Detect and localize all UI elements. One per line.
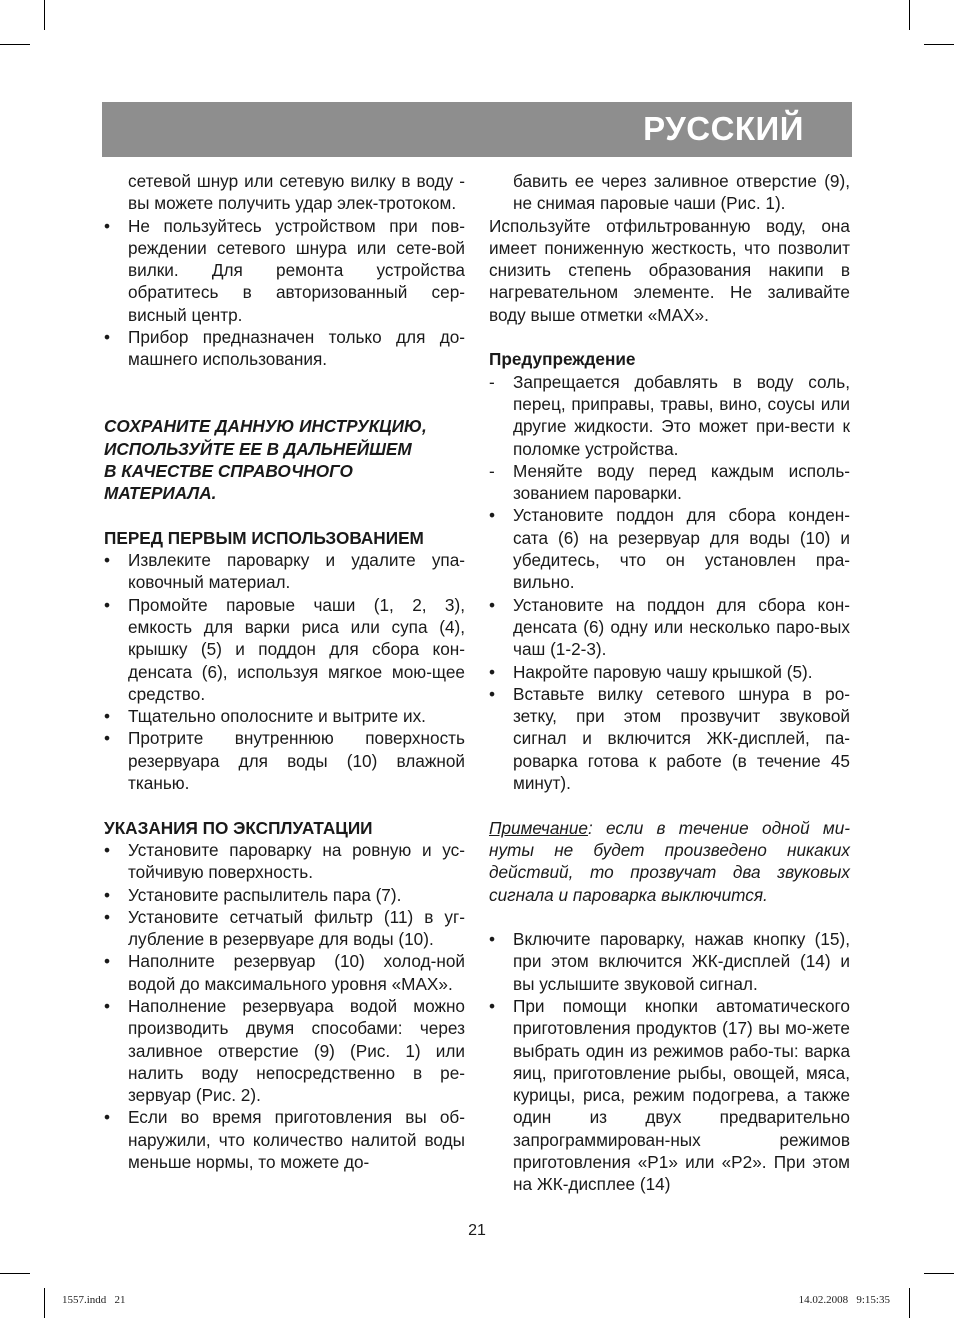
list-item: - Запрещается добавлять в воду соль, перец, приправы, травы, вино, соусы или другие жидкости. Это может при-вести к поломке устройства. bbox=[489, 371, 850, 459]
notice-line: СОХРАНИТЕ ДАННУЮ ИНСТРУКЦИЮ, bbox=[104, 416, 427, 437]
warning-heading: Предупреждение bbox=[489, 349, 636, 370]
section-heading: ПЕРЕД ПЕРВЫМ ИСПОЛЬЗОВАНИЕМ bbox=[104, 527, 424, 548]
notice-line: ИСПОЛЬЗУЙТЕ ЕЕ В ДАЛЬНЕЙШЕМ bbox=[104, 438, 412, 459]
crop-mark bbox=[909, 0, 910, 30]
list-item: • Установите на поддон для сбора кон-денсата (6) одну или несколько паро-вых чаш (1-2-3). bbox=[489, 594, 850, 660]
notice-line: МАТЕРИАЛА. bbox=[104, 483, 217, 504]
crop-mark bbox=[0, 1273, 30, 1274]
header-title: РУССКИЙ bbox=[643, 110, 804, 147]
continued-text: бавить ее через заливное отверстие (9), не снимая паровые чаши (Рис. 1). bbox=[513, 171, 850, 214]
right-column bbox=[489, 170, 850, 1196]
language-header bbox=[102, 102, 852, 157]
list-item: • Включите пароварку, нажав кнопку (15), при этом включится ЖК-дисплей (14) и вы услышите звуковой сигнал. bbox=[489, 929, 850, 994]
list-item: • При помощи кнопки автоматического приготовления продуктов (17) вы мо-жете выбрать один из режимов рабо-ты: варка яиц, приготовление рыбы, овощей, мяса, курицы, риса, режим подогрева, а также один из двух предварительно запрограммирован-ных режимов приготовления «P1» или «P2». При этом на ЖК-дисплее (14) bbox=[489, 995, 850, 1195]
notice-line: В КАЧЕСТВЕ СПРАВОЧНОГО bbox=[104, 460, 353, 481]
list-item: • Установите поддон для сбора конден-сата (6) на резервуар для воды (10) и убедитесь, что он установлен пра-вильно. bbox=[489, 505, 850, 593]
list-item: • Установите сетчатый фильтр (11) в уг-лубление в резервуаре для воды (10). bbox=[104, 906, 465, 950]
crop-mark bbox=[909, 1288, 910, 1318]
crop-mark bbox=[924, 44, 954, 45]
continued-text: сетевой шнур или сетевую вилку в воду - вы можете получить удар элек-тротоком. bbox=[128, 171, 465, 214]
list-item: • Не пользуйтесь устройством при пов-реждении сетевого шнура или сете-вой вилки. Для ремонта устройства обратитесь в авторизованный сер-висный центр. bbox=[104, 215, 465, 325]
list-item: • Прибор предназначен только для до-машнего использования. bbox=[104, 327, 465, 370]
paragraph: Используйте отфильтрованную воду, она имеет пониженную жесткость, что позволит снизить степень образования накипи в нагревательном элементе. Не заливайте воду выше отметки «MAX». bbox=[489, 215, 850, 325]
list-item: • Вставьте вилку сетевого шнура в ро-зетку, при этом прозвучит звуковой сигнал и включится ЖК-дисплей, па-роварка готова к работе (в течение 45 минут). bbox=[489, 683, 850, 794]
slug-file: 1557.indd 21 bbox=[62, 1294, 126, 1306]
list-item: • Если во время приготовления вы об-наружили, что количество налитой воды меньше нормы, то можете до- bbox=[104, 1107, 465, 1173]
crop-mark bbox=[924, 1273, 954, 1274]
list-item: • Наполнение резервуара водой можно производить двумя способами: через заливное отверстие (9) (Рис. 1) или налить воду непосредственно в ре-зервуар (Рис. 2). bbox=[104, 995, 465, 1106]
note bbox=[489, 817, 850, 906]
list-item: • Извлеките пароварку и удалите упа-ковочный материал. bbox=[104, 550, 465, 593]
list-item: • Установите распылитель пара (7). bbox=[104, 884, 402, 905]
list-item: • Накройте паровую чашу крышкой (5). bbox=[489, 661, 813, 682]
note-label: Примечание bbox=[489, 817, 588, 838]
list-item: • Промойте паровые чаши (1, 2, 3), емкость для варки риса или супа (4), крышку (5) и поддон для сбора кон-денсата (6), используя мягкое мою-щее средство. bbox=[104, 594, 465, 704]
slug-date: 14.02.2008 9:15:35 bbox=[798, 1294, 890, 1306]
left-column bbox=[104, 170, 465, 1173]
list-item: - Меняйте воду перед каждым исполь-зованием пароварки. bbox=[489, 460, 850, 504]
list-item: • Наполните резервуар (10) холод-ной водой до максимального уровня «MAX». bbox=[104, 951, 465, 994]
note-text: : если в течение одной ми-нуты не будет произведено никаких действий, то прозвучат два звуковых сигнала и пароварка выключится. bbox=[489, 817, 850, 905]
list-item: • Тщательно ополосните и вытрите их. bbox=[104, 706, 426, 727]
section-heading: УКАЗАНИЯ ПО ЭКСПЛУАТАЦИИ bbox=[104, 817, 373, 838]
page-number: 21 bbox=[468, 1222, 486, 1239]
list-item: • Установите пароварку на ровную и ус-тойчивую поверхность. bbox=[104, 839, 465, 883]
crop-mark bbox=[0, 44, 30, 45]
list-item: • Протрите внутреннюю поверхность резервуара для воды (10) влажной тканью. bbox=[104, 728, 465, 794]
crop-mark bbox=[44, 0, 45, 30]
crop-mark bbox=[44, 1288, 45, 1318]
